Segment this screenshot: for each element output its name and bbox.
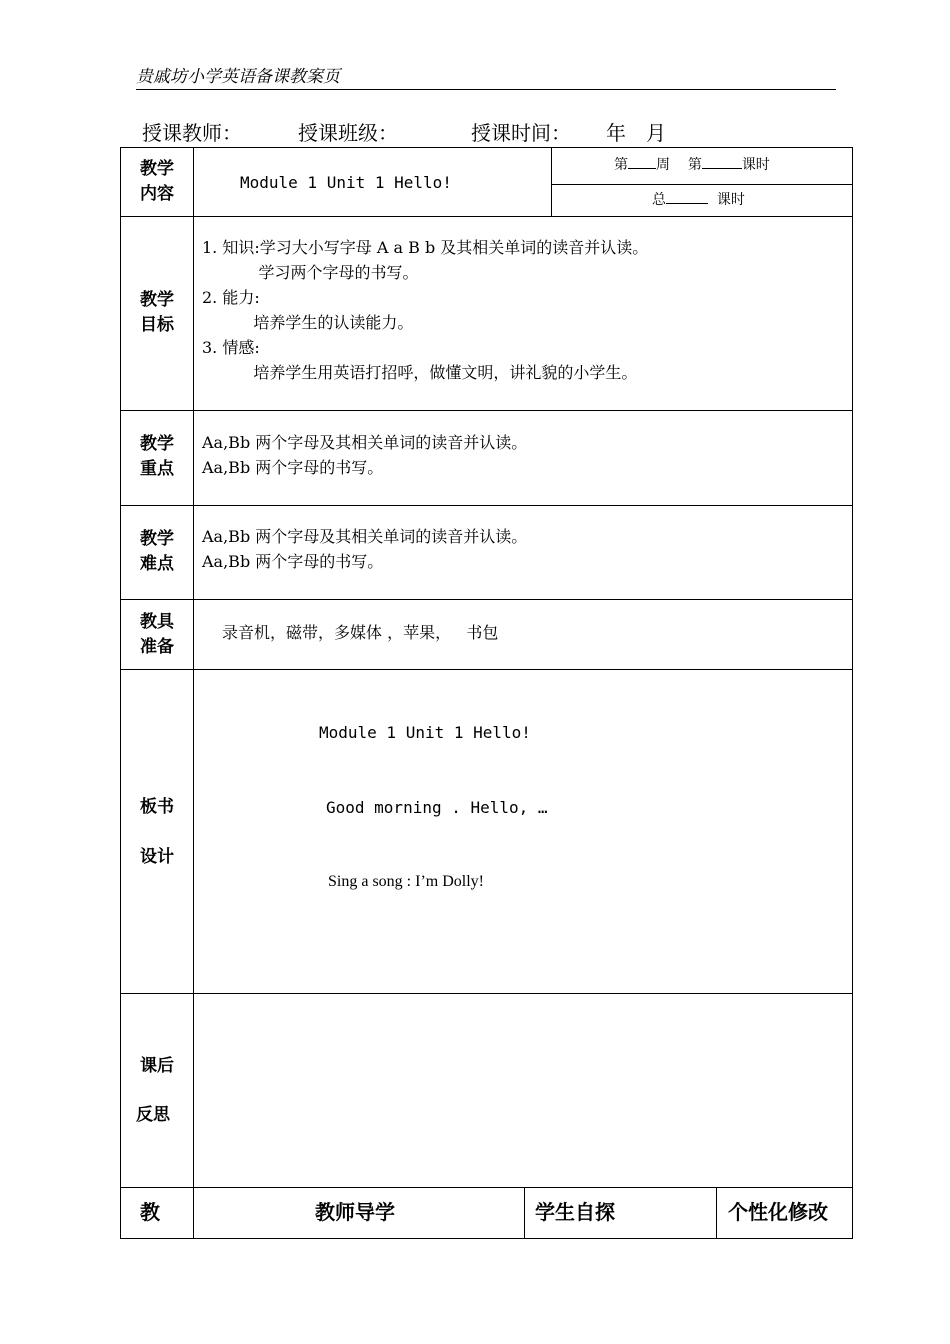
key-point-line: Aa,Bb 两个字母及其相关单词的读音并认读。 (202, 433, 528, 452)
board-line-greeting: Good morning . Hello, … (326, 798, 548, 817)
reflection-label-line1: 课后 (140, 1056, 174, 1076)
footer-col-personal-edit: 个性化修改 (728, 1200, 828, 1224)
footer-col-teach: 教 (140, 1200, 160, 1224)
key-point-line: Aa,Bb 两个字母的书写。 (202, 458, 384, 477)
row-divider (120, 599, 853, 600)
footer-divider (716, 1187, 717, 1239)
teacher-label: 授课教师： (142, 121, 242, 145)
goal-line: 2. 能力: (202, 288, 260, 307)
reflection-label-line2: 反思 (136, 1105, 170, 1125)
goal-line: 学习两个字母的书写。 (228, 263, 419, 282)
class-label: 授课班级： (298, 121, 398, 145)
goal-line: 培养学生的认读能力。 (228, 313, 414, 332)
board-label-line1: 板书 (140, 797, 174, 817)
board-label-line2: 设计 (140, 847, 174, 867)
goals-label: 教学 目标 (140, 290, 174, 335)
week-lesson-field: 第 周 第 课时 (614, 153, 770, 178)
footer-divider (524, 1187, 525, 1239)
page-title: 贵戚坊小学英语备课教案页 (136, 66, 836, 90)
content-subcell-hline (551, 184, 853, 185)
label-column-divider (193, 147, 194, 1239)
tools-text: 录音机，磁带，多媒体 ，苹果， 书包 (222, 623, 499, 642)
row-divider (120, 1187, 853, 1188)
total-lesson-field: 总 课时 (652, 188, 745, 213)
difficulty-line: Aa,Bb 两个字母及其相关单词的读音并认读。 (202, 527, 528, 546)
row-divider (120, 993, 853, 994)
content-subcell-divider (551, 147, 552, 216)
row-divider (120, 216, 853, 217)
difficulties-label: 教学 难点 (140, 529, 174, 574)
goal-line: 3. 情感: (202, 338, 260, 357)
row-divider (120, 505, 853, 506)
goal-line: 1. 知识:学习大小写字母 A a B b 及其相关单词的读音并认读。 (202, 238, 649, 257)
board-line-song: Sing a song : I’m Dolly! (328, 873, 484, 890)
content-label: 教学 内容 (140, 159, 174, 204)
month-label: 月 (646, 121, 666, 145)
content-text: Module 1 Unit 1 Hello! (240, 173, 452, 192)
board-line-title: Module 1 Unit 1 Hello! (319, 723, 531, 742)
footer-col-student-explore: 学生自探 (535, 1200, 615, 1224)
time-label: 授课时间： (471, 121, 571, 145)
goal-line: 培养学生用英语打招呼，做懂文明，讲礼貌的小学生。 (228, 363, 638, 382)
year-label: 年 (606, 121, 626, 145)
row-divider (120, 410, 853, 411)
key-points-label: 教学 重点 (140, 434, 174, 479)
row-divider (120, 669, 853, 670)
tools-label: 教具 准备 (140, 612, 174, 657)
difficulty-line: Aa,Bb 两个字母的书写。 (202, 552, 384, 571)
footer-col-teacher-guide: 教师导学 (315, 1200, 395, 1224)
